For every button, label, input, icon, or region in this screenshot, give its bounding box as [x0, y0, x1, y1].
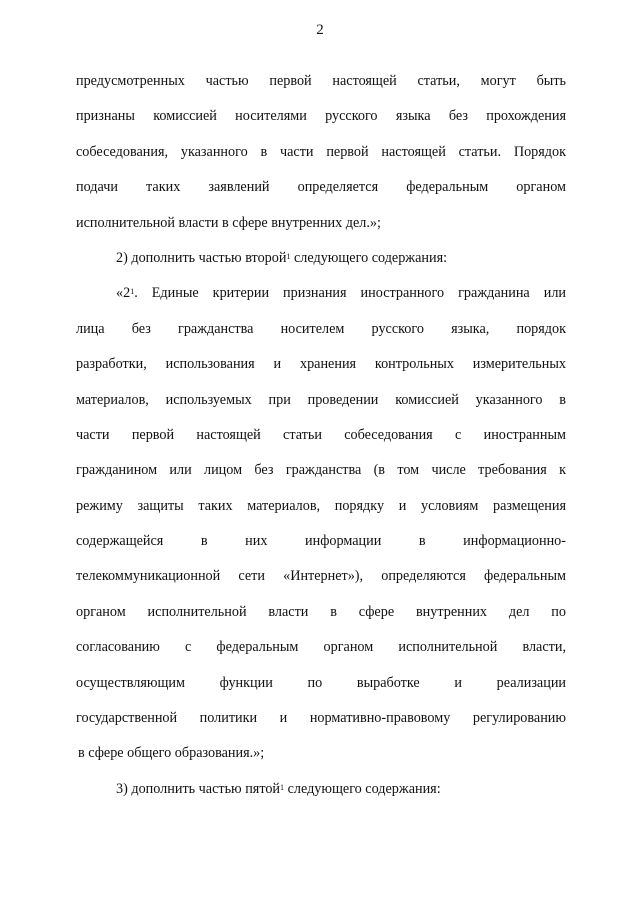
text-line — [76, 247, 566, 282]
text-line: органом исполнительной власти в сфере внутренних дел по — [76, 603, 566, 620]
text-segment: . Единые критерии признания иностранного гражданина или — [134, 285, 566, 302]
superscript-marker: 1 — [130, 287, 135, 297]
text-line: исполнительной власти в сфере внутренних дел.»; — [76, 214, 381, 231]
text-line — [76, 778, 566, 813]
text-line: содержащейся в них информации в информационно- — [76, 533, 566, 550]
superscript-marker: 1 — [286, 251, 291, 261]
text-line: подачи таких заявлений определяется федеральным органом — [76, 179, 566, 196]
text-segment: следующего содержания: — [290, 249, 448, 266]
text-line: разработки, использования и хранения контрольных измерительных — [76, 356, 566, 373]
text-line: предусмотренных частью первой настоящей статьи, могут быть — [76, 73, 566, 89]
text-line: собеседования, указанного в части первой настоящей статьи. Порядок — [76, 143, 566, 160]
text-line: части первой настоящей статьи собеседования с иностранным — [76, 426, 566, 443]
text-line: государственной политики и нормативно-правовому регулированию — [76, 710, 566, 727]
document-body — [76, 70, 566, 813]
text-line: режиму защиты таких материалов, порядку и условиям размещения — [76, 497, 566, 514]
superscript-marker: 1 — [280, 782, 285, 792]
text-line — [76, 282, 566, 317]
text-line: материалов, используемых при проведении комиссией указанного в — [76, 391, 566, 408]
text-segment: «2 — [116, 285, 131, 302]
text-line: телекоммуникационной сети «Интернет»), определяются федеральным — [76, 568, 566, 585]
text-segment: 2) дополнить частью второй — [116, 249, 287, 266]
page-number: 2 — [316, 22, 324, 38]
text-line: осуществляющим функции по выработке и реализации — [76, 674, 566, 691]
text-segment: следующего содержания: — [284, 780, 441, 797]
text-segment: 3) дополнить частью пятой — [116, 780, 281, 797]
text-line: гражданином или лицом без гражданства (в том числе требования к — [76, 462, 566, 479]
text-line: признаны комиссией носителями русского языка без прохождения — [76, 108, 566, 125]
text-line: лица без гражданства носителем русского языка, порядок — [76, 320, 566, 337]
text-line: согласованию с федеральным органом исполнительной власти, — [76, 639, 566, 656]
text-line: в сфере общего образования.»; — [78, 745, 265, 762]
